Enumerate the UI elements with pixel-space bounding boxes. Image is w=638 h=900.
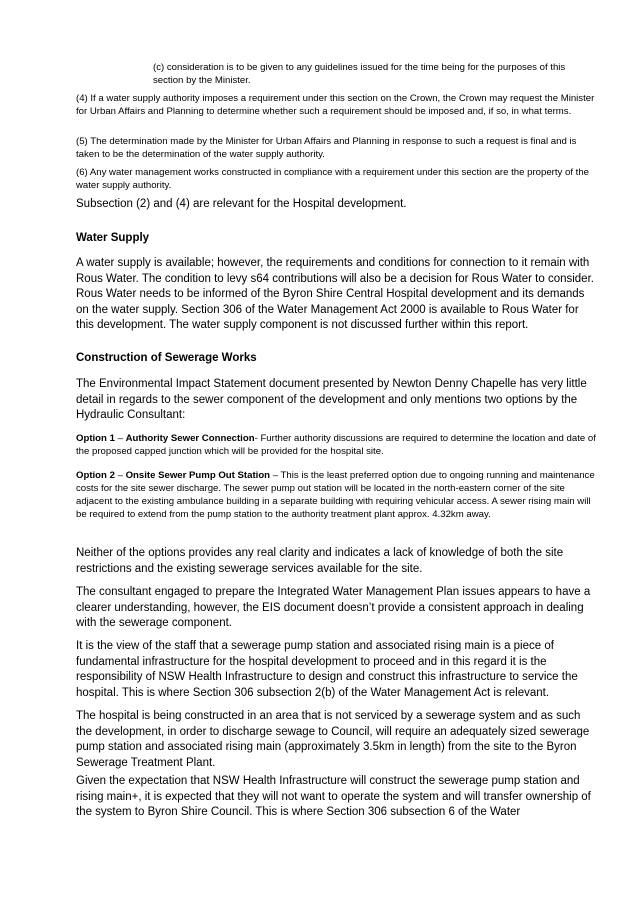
sewerage-intro: The Environmental Impact Statement document presented by Newton Denny Chapelle has very little detail in regards to the sewer component of the development and only mentions two options by the Hydraulic Consultant: [76,378,587,422]
paragraph-hospital: The hospital is being constructed in an area that is not serviced by a sewerage system and as such the development, in order to discharge sewage to Council, will require an adequately sized sewerage pump station and associated rising main (approximately 3.5km in length) from the site to the Byron Sewerage Treatment Plant. [76,710,590,769]
option-2-text: – This is the least preferred option due to ongoing running and maintenance costs for the site sewer discharge. The sewer pump out station will be located in the north-eastern corner of the site adjacent to the existing ambulance building in a separate building with requiring vehicular access. A sewer rising main will be required to extend from the pump station to the authority treatment plant approx. 4.32km away. [76,470,595,520]
item-6: (6) Any water management works constructed in compliance with a requirement under this section are the property of the water supply authority. [76,167,589,191]
paragraph-view: It is the view of the staff that a sewerage pump station and associated rising main is a piece of fundamental infrastructure for the hospital development to proceed and in this regard it is the responsibility of NSW Health Infrastructure to design and construct this infrastructure to service the hospital. This is where Section 306 subsection 2(b) of the Water Management Act is relevant. [76,640,578,699]
paragraph-given: Given the expectation that NSW Health Infrastructure will construct the sewerage pump station and rising main+, it is expected that they will not want to operate the system and will transfer ownership of the system to Byron Shire Council. This is where Section 306 subsection 6 of the Water [76,775,591,819]
paragraph-neither: Neither of the options provides any real clarity and indicates a lack of knowledge of both the site restrictions and the existing sewerage services available for the site. [76,547,564,575]
option-2-label: Option 2 [76,470,115,481]
option-1-dash: – [114,433,126,444]
option-2 [76,469,596,521]
subsection-note: Subsection (2) and (4) are relevant for the Hospital development. [76,198,407,210]
water-supply-heading: Water Supply [76,232,150,244]
water-supply-paragraph: A water supply is available; however, the requirements and conditions for connection to it remain with Rous Water. The condition to levy s64 contributions will also be a decision for Rous Water to consider. Rous Water needs to be informed of the Byron Shire Central Hospital development and its demands on the water supply. Section 306 of the Water Management Act 2000 is available to Rous Water for this development. The water supply component is not discussed further within this report. [76,257,594,332]
option-1-label: Option 1 [76,433,115,444]
item-4: (4) If a water supply authority imposes a requirement under this section on the Crown, the Crown may request the Minister for Urban Affairs and Planning to determine whether such a requirement should be imposed and, if so, in what terms. [76,93,595,117]
sewerage-heading: Construction of Sewerage Works [76,352,257,364]
item-5: (5) The determination made by the Minister for Urban Affairs and Planning in response to such a request is final and is taken to be the determination of the water supply authority. [76,136,577,160]
option-2-dash: – [114,470,126,481]
option-1 [76,432,596,458]
option-1-text: - Further authority discussions are required to determine the location and date of the proposed capped junction which will be provided for the hospital site. [76,433,596,457]
option-1-title: Authority Sewer Connection [125,433,255,444]
paragraph-consultant: The consultant engaged to prepare the Integrated Water Management Plan issues appears to have a clearer understanding, however, the EIS document doesn’t provide a consistent approach in dealing with the sewerage component. [76,586,591,630]
item-c: (c) consideration is to be given to any guidelines issued for the time being for the purposes of this section by the Minister. [153,62,566,86]
option-2-title: Onsite Sewer Pump Out Station [125,470,271,481]
